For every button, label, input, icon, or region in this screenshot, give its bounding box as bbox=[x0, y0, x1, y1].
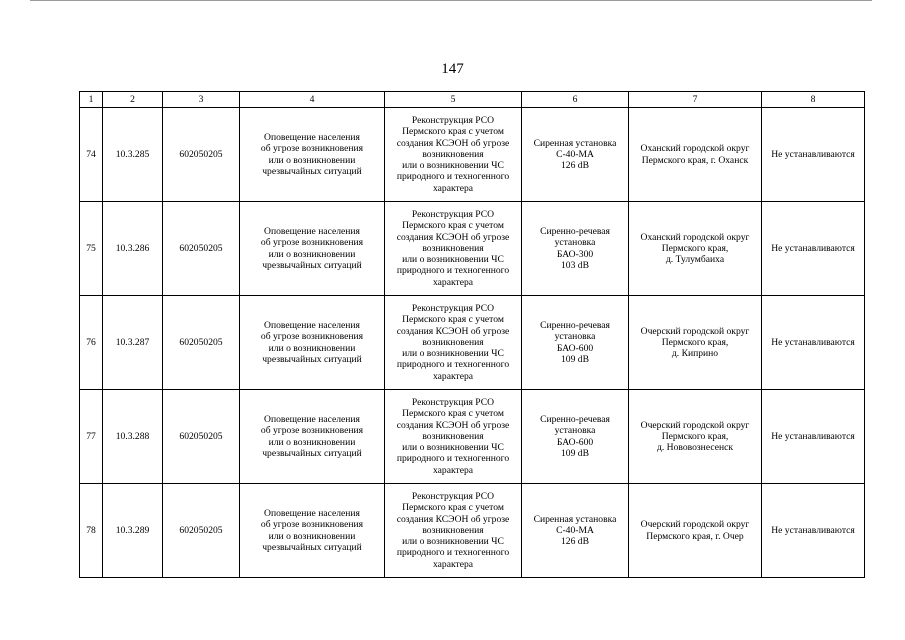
object-zones: Не устанавливаются bbox=[762, 296, 865, 390]
column-number: 7 bbox=[629, 92, 762, 108]
table-row bbox=[80, 390, 865, 484]
page-number: 147 bbox=[441, 61, 464, 77]
object-zones: Не устанавливаются bbox=[762, 390, 865, 484]
object-id: 602050205 bbox=[163, 108, 240, 202]
objects-table bbox=[79, 91, 865, 578]
object-code: 10.3.288 bbox=[103, 390, 163, 484]
object-equipment: Сиренная установка С-40-МА 126 dB bbox=[522, 484, 629, 578]
object-id: 602050205 bbox=[163, 484, 240, 578]
object-zones: Не устанавливаются bbox=[762, 202, 865, 296]
object-basis: Реконструкция РСО Пермского края с учетом создания КСЭОН об угрозе возникновения или о возникновении ЧС природного и техногенного характера bbox=[385, 108, 522, 202]
object-purpose: Оповещение населения об угрозе возникновения или о возникновении чрезвычайных ситуаций bbox=[240, 108, 385, 202]
column-number-row bbox=[80, 92, 865, 108]
object-purpose: Оповещение населения об угрозе возникновения или о возникновении чрезвычайных ситуаций bbox=[240, 390, 385, 484]
object-purpose: Оповещение населения об угрозе возникновения или о возникновении чрезвычайных ситуаций bbox=[240, 296, 385, 390]
row-number: 74 bbox=[80, 108, 103, 202]
object-equipment: Сиренно-речевая установка БАО-300 103 dB bbox=[522, 202, 629, 296]
table-row bbox=[80, 108, 865, 202]
object-zones: Не устанавливаются bbox=[762, 108, 865, 202]
top-rule bbox=[30, 0, 872, 1]
object-purpose: Оповещение населения об угрозе возникновения или о возникновении чрезвычайных ситуаций bbox=[240, 484, 385, 578]
object-basis: Реконструкция РСО Пермского края с учетом создания КСЭОН об угрозе возникновения или о возникновении ЧС природного и техногенного характера bbox=[385, 296, 522, 390]
column-number: 3 bbox=[163, 92, 240, 108]
row-number: 75 bbox=[80, 202, 103, 296]
column-number: 4 bbox=[240, 92, 385, 108]
object-equipment: Сиренная установка С-40-МА 126 dB bbox=[522, 108, 629, 202]
table-row bbox=[80, 296, 865, 390]
object-id: 602050205 bbox=[163, 296, 240, 390]
object-code: 10.3.289 bbox=[103, 484, 163, 578]
object-basis: Реконструкция РСО Пермского края с учетом создания КСЭОН об угрозе возникновения или о возникновении ЧС природного и техногенного характера bbox=[385, 484, 522, 578]
object-location: Очерский городской округ Пермского края, г. Очер bbox=[629, 484, 762, 578]
object-equipment: Сиренно-речевая установка БАО-600 109 dB bbox=[522, 296, 629, 390]
table-row bbox=[80, 202, 865, 296]
column-number: 5 bbox=[385, 92, 522, 108]
table-row bbox=[80, 484, 865, 578]
row-number: 77 bbox=[80, 390, 103, 484]
object-code: 10.3.286 bbox=[103, 202, 163, 296]
column-number: 1 bbox=[80, 92, 103, 108]
object-basis: Реконструкция РСО Пермского края с учетом создания КСЭОН об угрозе возникновения или о возникновении ЧС природного и техногенного характера bbox=[385, 390, 522, 484]
row-number: 76 bbox=[80, 296, 103, 390]
object-location: Оханский городской округ Пермского края, д. Тулумбаиха bbox=[629, 202, 762, 296]
object-basis: Реконструкция РСО Пермского края с учетом создания КСЭОН об угрозе возникновения или о возникновении ЧС природного и техногенного характера bbox=[385, 202, 522, 296]
object-purpose: Оповещение населения об угрозе возникновения или о возникновении чрезвычайных ситуаций bbox=[240, 202, 385, 296]
object-code: 10.3.287 bbox=[103, 296, 163, 390]
object-id: 602050205 bbox=[163, 202, 240, 296]
column-number: 8 bbox=[762, 92, 865, 108]
column-number: 6 bbox=[522, 92, 629, 108]
object-location: Очерский городской округ Пермского края, д. Киприно bbox=[629, 296, 762, 390]
object-id: 602050205 bbox=[163, 390, 240, 484]
object-location: Оханский городской округ Пермского края, г. Оханск bbox=[629, 108, 762, 202]
object-location: Очерский городской округ Пермского края, д. Нововознесенск bbox=[629, 390, 762, 484]
row-number: 78 bbox=[80, 484, 103, 578]
object-zones: Не устанавливаются bbox=[762, 484, 865, 578]
column-number: 2 bbox=[103, 92, 163, 108]
object-code: 10.3.285 bbox=[103, 108, 163, 202]
object-equipment: Сиренно-речевая установка БАО-600 109 dB bbox=[522, 390, 629, 484]
